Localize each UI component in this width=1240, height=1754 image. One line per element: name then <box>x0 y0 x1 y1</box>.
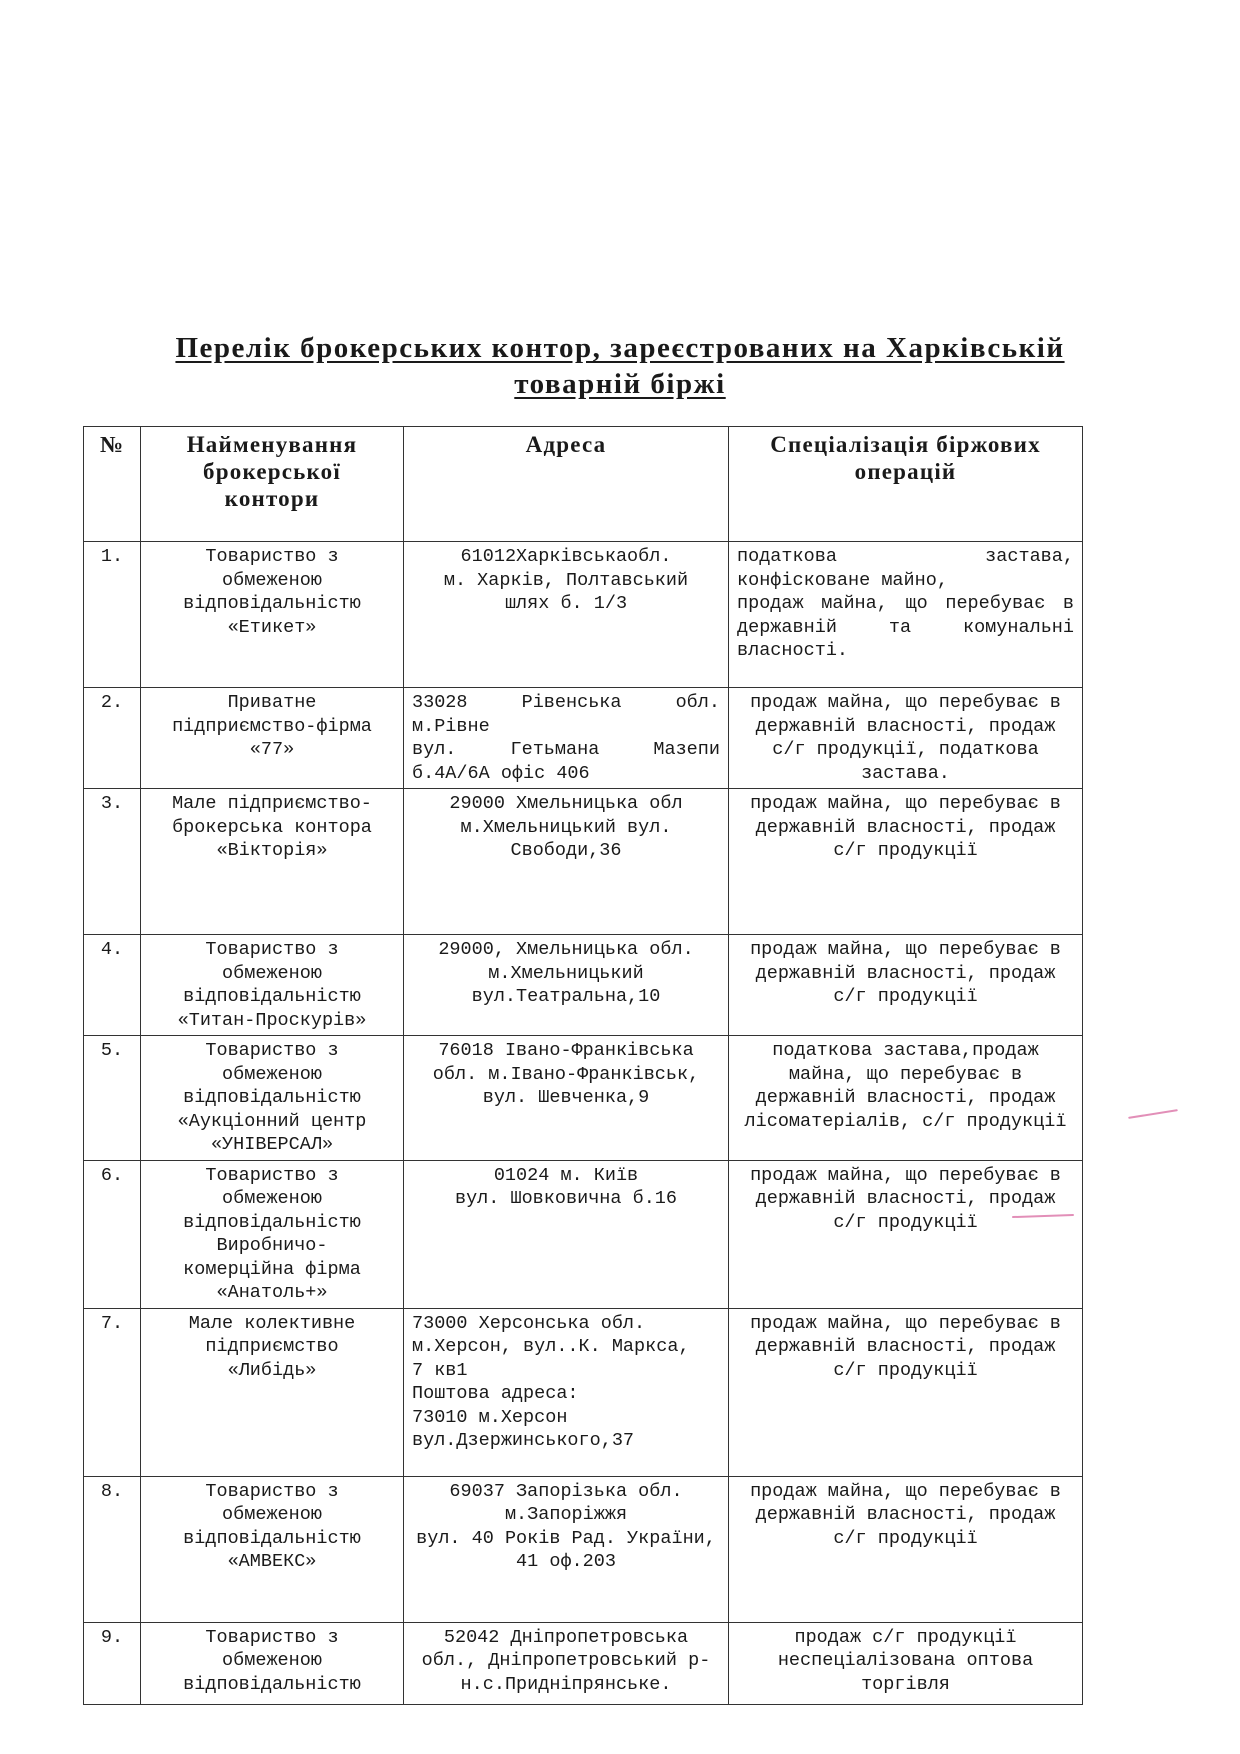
row-num: 9. <box>84 1622 141 1704</box>
row-address: 69037 Запорізька обл. м.Запоріжжя вул. 40 Років Рад. України, 41 оф.203 <box>404 1476 729 1622</box>
table-row <box>84 1308 1083 1476</box>
header-num: № <box>84 427 141 542</box>
row-spec: продаж с/г продукції неспеціалізована оптова торгівля <box>729 1622 1083 1704</box>
header-name: Найменування брокерської контори <box>141 427 404 542</box>
row-num: 5. <box>84 1036 141 1161</box>
table-row <box>84 1622 1083 1704</box>
row-address: 29000, Хмельницька обл. м.Хмельницький вул.Театральна,10 <box>404 935 729 1036</box>
row-num: 6. <box>84 1160 141 1308</box>
row-name: Мале підприємство- брокерська контора «Вікторія» <box>141 789 404 935</box>
pen-mark <box>1128 1109 1178 1119</box>
header-address: Адреса <box>404 427 729 542</box>
row-num: 1. <box>84 542 141 688</box>
row-address: 33028 Рівенська обл. м.Рівне вул. Гетьмана Мазепи б.4А/6А офіс 406 <box>404 688 729 789</box>
table-row <box>84 1160 1083 1308</box>
row-address: 29000 Хмельницька обл м.Хмельницький вул. Свободи,36 <box>404 789 729 935</box>
row-num: 8. <box>84 1476 141 1622</box>
row-spec: податкова застава, конфісковане майно, продаж майна, що перебуває в державній та комунальні власності. <box>729 542 1083 688</box>
row-address: 73000 Херсонська обл. м.Херсон, вул..К. Маркса, 7 кв1 Поштова адреса: 73010 м.Херсон вул.Дзержинського,37 <box>404 1308 729 1476</box>
document-title <box>100 330 1140 402</box>
brokerage-table <box>83 426 1083 1705</box>
row-name: Товариство з обмеженою відповідальністю «АМВЕКС» <box>141 1476 404 1622</box>
table-row <box>84 1036 1083 1161</box>
table-row <box>84 935 1083 1036</box>
table-row <box>84 1476 1083 1622</box>
row-address: 76018 Івано-Франківська обл. м.Івано-Франківськ, вул. Шевченка,9 <box>404 1036 729 1161</box>
table-row <box>84 688 1083 789</box>
row-address: 01024 м. Київ вул. Шовковична б.16 <box>404 1160 729 1308</box>
row-address: 52042 Дніпропетровська обл., Дніпропетровський р- н.с.Придніпрянське. <box>404 1622 729 1704</box>
row-name: Товариство з обмеженою відповідальністю Виробничо- комерційна фірма «Анатоль+» <box>141 1160 404 1308</box>
row-name: Товариство з обмеженою відповідальністю «Аукціонний центр «УНІВЕРСАЛ» <box>141 1036 404 1161</box>
row-num: 4. <box>84 935 141 1036</box>
title-line-1: Перелік брокерських контор, зареєстрованих на Харківській <box>175 332 1065 364</box>
table-header-row <box>84 427 1083 542</box>
row-address: 61012Харківськаобл. м. Харків, Полтавський шлях б. 1/3 <box>404 542 729 688</box>
row-num: 2. <box>84 688 141 789</box>
row-num: 3. <box>84 789 141 935</box>
row-spec: податкова застава,продаж майна, що перебуває в державній власності, продаж лісоматеріалів, с/г продукції <box>729 1036 1083 1161</box>
table-row <box>84 789 1083 935</box>
row-spec: продаж майна, що перебуває в державній власності, продаж с/г продукції, податкова застава. <box>729 688 1083 789</box>
row-name: Товариство з обмеженою відповідальністю «Етикет» <box>141 542 404 688</box>
row-spec: продаж майна, що перебуває в державній власності, продаж с/г продукції <box>729 935 1083 1036</box>
row-spec: продаж майна, що перебуває в державній власності, продаж с/г продукції <box>729 1308 1083 1476</box>
row-name: Приватне підприємство-фірма «77» <box>141 688 404 789</box>
header-spec: Спеціалізація біржових операцій <box>729 427 1083 542</box>
title-line-2: товарній біржі <box>514 368 726 400</box>
row-spec: продаж майна, що перебуває в державній власності, продаж с/г продукції <box>729 789 1083 935</box>
row-spec: продаж майна, що перебуває в державній власності, продаж с/г продукції <box>729 1160 1083 1308</box>
row-name: Товариство з обмеженою відповідальністю <box>141 1622 404 1704</box>
table-row <box>84 542 1083 688</box>
row-num: 7. <box>84 1308 141 1476</box>
row-name: Товариство з обмеженою відповідальністю «Титан-Проскурів» <box>141 935 404 1036</box>
row-name: Мале колективне підприємство «Либідь» <box>141 1308 404 1476</box>
row-spec: продаж майна, що перебуває в державній власності, продаж с/г продукції <box>729 1476 1083 1622</box>
